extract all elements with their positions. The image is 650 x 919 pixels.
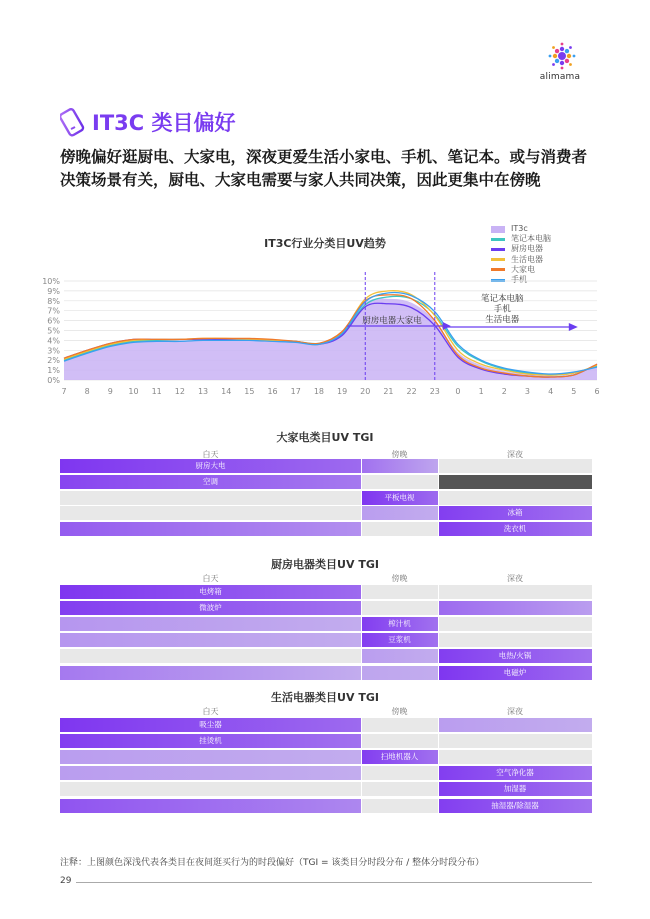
tgi-cell — [362, 782, 438, 796]
tgi-cell — [60, 522, 361, 536]
legend-label: 手机 — [511, 274, 527, 284]
y-tick-label: 5% — [47, 326, 60, 336]
tgi-row-label: 加湿器 — [503, 784, 527, 794]
x-tick-label: 12 — [174, 387, 185, 396]
tgi-cell — [362, 522, 438, 536]
tgi-row-label: 电烤箱 — [199, 587, 222, 596]
tgi-cell — [60, 666, 361, 680]
page-number: 29 — [60, 876, 72, 886]
footnote: 注释：上图颜色深浅代表各类目在夜间逛买行为的时段偏好（TGI = 该类目分时段分布 / 整体分时段分布） — [60, 858, 485, 868]
tgi-chart-title: 大家电类目UV TGI — [276, 431, 374, 444]
tgi-cell — [60, 506, 361, 520]
y-tick-label: 0% — [47, 376, 60, 385]
legend-label: 厨房电器 — [511, 244, 543, 254]
tgi-cell — [362, 799, 438, 813]
page-title: IT3C 类目偏好 — [92, 111, 236, 135]
tgi-cell — [362, 766, 438, 780]
evening-annotation: 厨房电器大家电 — [362, 316, 422, 326]
tgi-row-label: 吸尘器 — [199, 720, 222, 729]
late-night-annotation: 手机 — [493, 304, 511, 315]
period-header: 深夜 — [507, 707, 523, 716]
late-night-arrow-head — [569, 323, 578, 331]
tgi-cell — [362, 459, 438, 473]
tgi-row-label: 厨房大电 — [195, 461, 226, 470]
legend-label: IT3c — [511, 224, 528, 233]
period-header: 白天 — [202, 707, 219, 716]
period-header: 深夜 — [507, 574, 523, 583]
tgi-row-label: 电热/火锅 — [498, 651, 532, 661]
period-header: 傍晚 — [391, 707, 408, 716]
tgi-cell — [60, 617, 361, 631]
tgi-cell — [439, 491, 592, 505]
tgi-cell — [60, 633, 361, 647]
x-tick-label: 20 — [360, 387, 371, 396]
x-tick-label: 7 — [61, 387, 67, 396]
tgi-cell — [439, 617, 592, 631]
period-header: 白天 — [202, 574, 219, 583]
y-tick-label: 2% — [47, 356, 60, 366]
x-tick-label: 4 — [548, 387, 554, 396]
tgi-row-label: 豆浆机 — [388, 635, 411, 645]
tgi-cell — [60, 649, 361, 663]
tgi-cell — [439, 734, 592, 748]
tgi-row-label: 空调 — [203, 476, 218, 486]
x-tick-label: 10 — [128, 387, 139, 396]
tgi-row-label: 挂烫机 — [199, 736, 222, 746]
x-tick-label: 11 — [151, 387, 162, 396]
tgi-cell — [439, 718, 592, 732]
tgi-cell — [439, 633, 592, 647]
x-tick-label: 2 — [501, 387, 507, 396]
tgi-cell — [362, 601, 438, 615]
x-tick-label: 0 — [455, 387, 461, 396]
tgi-cell — [362, 666, 438, 680]
uv-trend-chart — [0, 0, 650, 400]
x-tick-label: 8 — [84, 387, 90, 396]
x-tick-label: 19 — [336, 387, 348, 396]
late-night-annotation: 生活电器 — [485, 315, 520, 325]
y-tick-label: 9% — [47, 286, 60, 296]
tgi-row-label: 抽湿器/除湿器 — [491, 800, 539, 810]
tgi-cell — [439, 475, 592, 489]
tgi-chart-title: 生活电器类目UV TGI — [271, 691, 379, 704]
x-tick-label: 15 — [244, 387, 255, 396]
line-chart-title: IT3C行业分类目UV趋势 — [264, 237, 386, 250]
x-tick-label: 17 — [290, 387, 301, 396]
tgi-row-label: 冰箱 — [507, 508, 523, 518]
x-tick-label: 1 — [478, 387, 484, 396]
late-night-annotation: 笔记本电脑 — [481, 294, 524, 304]
legend-label: 大家电 — [511, 264, 535, 274]
x-tick-label: 22 — [406, 387, 417, 396]
tgi-cell — [60, 766, 361, 780]
y-tick-label: 6% — [47, 316, 60, 326]
x-tick-label: 18 — [313, 387, 325, 396]
x-tick-label: 21 — [383, 387, 394, 396]
tgi-row-label: 扫地机器人 — [380, 752, 419, 762]
x-tick-label: 16 — [267, 387, 278, 396]
tgi-cell — [439, 601, 592, 615]
tgi-cell — [439, 585, 592, 599]
legend-label: 笔记本电脑 — [511, 234, 551, 244]
y-tick-label: 4% — [47, 336, 60, 346]
tgi-cell — [362, 475, 438, 489]
tgi-cell — [439, 750, 592, 764]
x-tick-label: 13 — [197, 387, 209, 396]
tgi-cell — [60, 782, 361, 796]
y-tick-label: 1% — [47, 366, 60, 376]
tgi-cell — [362, 506, 438, 520]
tgi-cell — [60, 799, 361, 813]
tgi-row-label: 空气净化器 — [496, 768, 534, 778]
tgi-row-label: 微波炉 — [199, 603, 222, 613]
tgi-row-label: 洗衣机 — [503, 524, 527, 534]
y-tick-label: 7% — [47, 306, 60, 316]
x-tick-label: 3 — [524, 387, 531, 396]
tgi-cell — [60, 491, 361, 505]
x-tick-label: 9 — [107, 387, 113, 396]
brand-name: alimama — [539, 72, 581, 82]
tgi-cell — [362, 585, 438, 599]
tgi-cell — [60, 750, 361, 764]
tgi-row-label: 平板电视 — [384, 492, 415, 502]
x-tick-label: 6 — [594, 387, 600, 396]
y-tick-label: 3% — [47, 346, 60, 356]
tgi-row-label: 电磁炉 — [503, 667, 527, 677]
x-tick-label: 14 — [221, 387, 232, 396]
tgi-cell — [439, 459, 592, 473]
tgi-cell — [362, 734, 438, 748]
tgi-chart-title: 厨房电器类目UV TGI — [271, 558, 379, 571]
legend-label: 生活电器 — [511, 254, 543, 264]
footer-divider — [76, 882, 592, 883]
period-header: 傍晚 — [391, 574, 408, 583]
period-header: 白天 — [202, 450, 219, 459]
tgi-row-label: 榨汁机 — [388, 619, 411, 629]
period-header: 深夜 — [507, 450, 523, 459]
y-tick-label: 10% — [42, 277, 60, 286]
tgi-cell — [362, 649, 438, 663]
period-header: 傍晚 — [391, 450, 408, 459]
headline: 傍晚偏好逛厨电、大家电，深夜更爱生活小家电、手机、笔记本。或与消费者决策场景有关，厨电、大家电需要与家人共同决策，因此更集中在傍晚 — [60, 148, 588, 189]
y-tick-label: 8% — [47, 296, 60, 306]
x-tick-label: 23 — [429, 387, 440, 396]
x-tick-label: 5 — [571, 387, 577, 396]
tgi-cell — [362, 718, 438, 732]
